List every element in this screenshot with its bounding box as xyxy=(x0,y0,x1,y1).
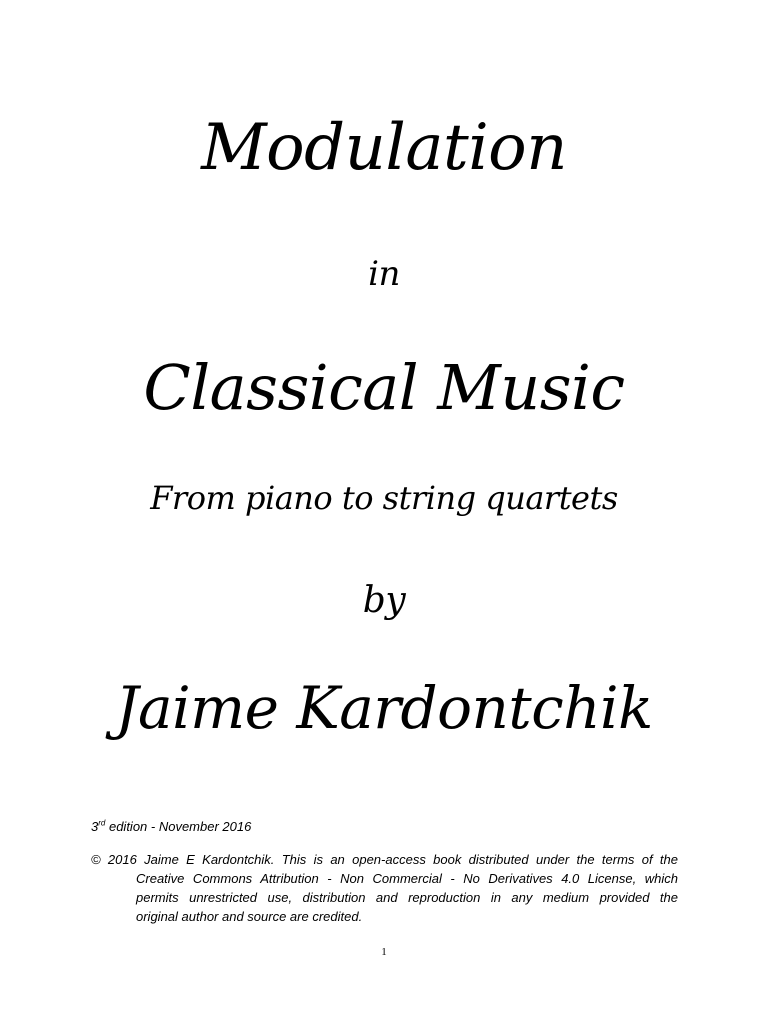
license-line: Creative Commons Attribution - Non Commercial - No Derivatives 4.0 License, which xyxy=(136,871,678,886)
license-line: permits unrestricted use, distribution and reproduction in any medium provided the xyxy=(136,890,678,905)
page-number: 1 xyxy=(381,946,387,958)
book-subject: Classical Music xyxy=(143,351,625,424)
book-subtitle: From piano to string quartets xyxy=(150,479,618,517)
edition-ordinal-suffix: rd xyxy=(98,818,106,828)
book-title: Modulation xyxy=(201,111,567,185)
edition-text: edition - November 2016 xyxy=(105,819,252,834)
title-connector: in xyxy=(368,254,400,294)
license-notice xyxy=(91,850,678,926)
author-name: Jaime Kardontchik xyxy=(115,674,653,742)
byline-connector: by xyxy=(362,580,406,621)
edition-number: 3 xyxy=(91,819,99,834)
license-line: original author and source are credited. xyxy=(136,909,363,924)
edition-note xyxy=(91,818,251,836)
license-line: © 2016 Jaime E Kardontchik. This is an open-access book distributed under the terms of the xyxy=(91,852,678,867)
